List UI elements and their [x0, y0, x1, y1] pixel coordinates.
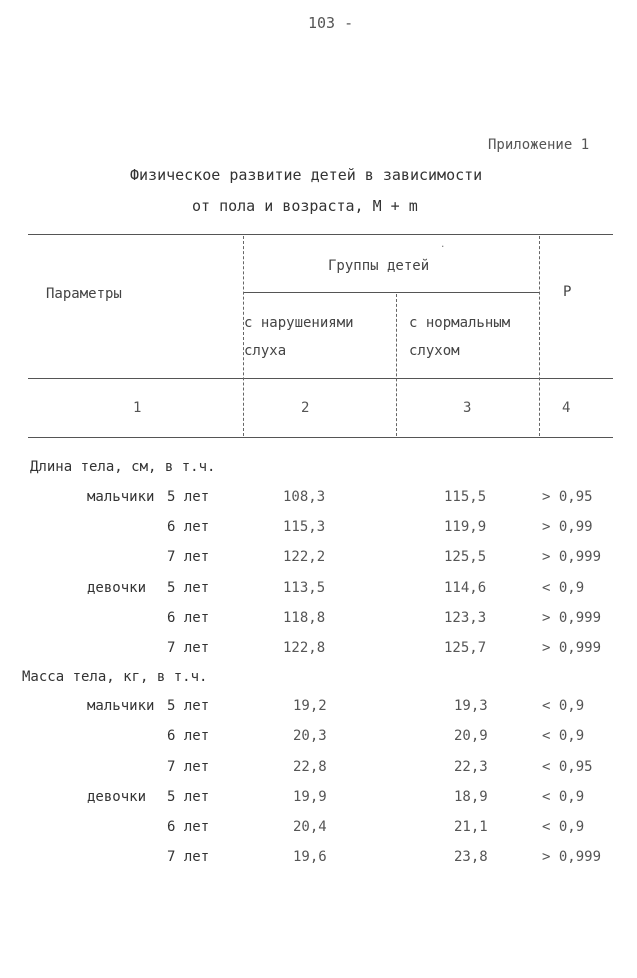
header-parameters: Параметры [46, 286, 122, 302]
value-p: < 0,9 [542, 698, 585, 714]
age-label: 6 лет [167, 610, 210, 626]
value-p: < 0,9 [542, 789, 585, 805]
value-impaired: 19,6 [293, 849, 327, 865]
value-p: < 0,9 [542, 728, 585, 744]
value-p: > 0,95 [542, 489, 593, 505]
header-hearing-impaired-line-1: с нарушениями [244, 315, 354, 331]
age-label: 6 лет [167, 728, 210, 744]
value-impaired: 20,4 [293, 819, 327, 835]
value-impaired: 108,3 [283, 489, 326, 505]
column-number-3: 3 [463, 400, 472, 416]
header-hearing-impaired-line-2: слуха [244, 343, 287, 359]
header-p: P [563, 284, 572, 300]
value-impaired: 19,2 [293, 698, 327, 714]
table-title-line-1: Физическое развитие детей в зависимости [130, 166, 483, 184]
value-p: > 0,999 [542, 849, 602, 865]
header-normal-hearing-line-1: с нормальным [409, 315, 511, 331]
value-impaired: 22,8 [293, 759, 327, 775]
page-number: 103 - [308, 14, 354, 32]
appendix-label: Приложение 1 [488, 137, 590, 153]
age-label: 5 лет [167, 489, 210, 505]
header-groups: Группы детей [328, 258, 430, 274]
header-mark-dot: . [440, 240, 446, 250]
column-number-4: 4 [562, 400, 571, 416]
sex-label-girls: девочки [87, 789, 147, 805]
column-numbers-bottom-rule [28, 437, 613, 438]
value-p: < 0,95 [542, 759, 593, 775]
groups-header-rule [243, 292, 539, 293]
value-normal: 125,5 [444, 549, 487, 565]
value-impaired: 113,5 [283, 580, 326, 596]
age-label: 5 лет [167, 698, 210, 714]
value-impaired: 122,8 [283, 640, 326, 656]
value-normal: 20,9 [454, 728, 488, 744]
value-p: > 0,999 [542, 549, 602, 565]
section-title-body-mass: Масса тела, кг, в т.ч. [22, 669, 208, 685]
age-label: 6 лет [167, 819, 210, 835]
section-title-body-length: Длина тела, см, в т.ч. [30, 459, 216, 475]
sex-label-boys: мальчики [87, 489, 155, 505]
value-p: > 0,999 [542, 610, 602, 626]
age-label: 7 лет [167, 849, 210, 865]
value-normal: 19,3 [454, 698, 488, 714]
value-impaired: 20,3 [293, 728, 327, 744]
value-p: < 0,9 [542, 580, 585, 596]
value-p: > 0,99 [542, 519, 593, 535]
column-divider-2 [396, 294, 397, 436]
value-impaired: 115,3 [283, 519, 326, 535]
age-label: 6 лет [167, 519, 210, 535]
value-normal: 18,9 [454, 789, 488, 805]
value-impaired: 19,9 [293, 789, 327, 805]
table-top-rule [28, 234, 613, 235]
column-divider-1 [243, 236, 244, 436]
header-normal-hearing-line-2: слухом [409, 343, 460, 359]
table-title-line-2: от пола и возраста, M + m [192, 197, 418, 215]
age-label: 7 лет [167, 640, 210, 656]
value-normal: 115,5 [444, 489, 487, 505]
value-normal: 125,7 [444, 640, 487, 656]
age-label: 5 лет [167, 789, 210, 805]
value-normal: 119,9 [444, 519, 487, 535]
value-normal: 23,8 [454, 849, 488, 865]
sex-label-girls: девочки [87, 580, 147, 596]
value-normal: 114,6 [444, 580, 487, 596]
value-impaired: 118,8 [283, 610, 326, 626]
value-impaired: 122,2 [283, 549, 326, 565]
age-label: 7 лет [167, 549, 210, 565]
value-p: < 0,9 [542, 819, 585, 835]
age-label: 5 лет [167, 580, 210, 596]
value-normal: 22,3 [454, 759, 488, 775]
column-divider-3 [539, 236, 540, 436]
value-normal: 21,1 [454, 819, 488, 835]
column-number-1: 1 [133, 400, 142, 416]
sex-label-boys: мальчики [87, 698, 155, 714]
value-normal: 123,3 [444, 610, 487, 626]
column-number-2: 2 [301, 400, 310, 416]
header-bottom-rule [28, 378, 613, 379]
age-label: 7 лет [167, 759, 210, 775]
value-p: > 0,999 [542, 640, 602, 656]
